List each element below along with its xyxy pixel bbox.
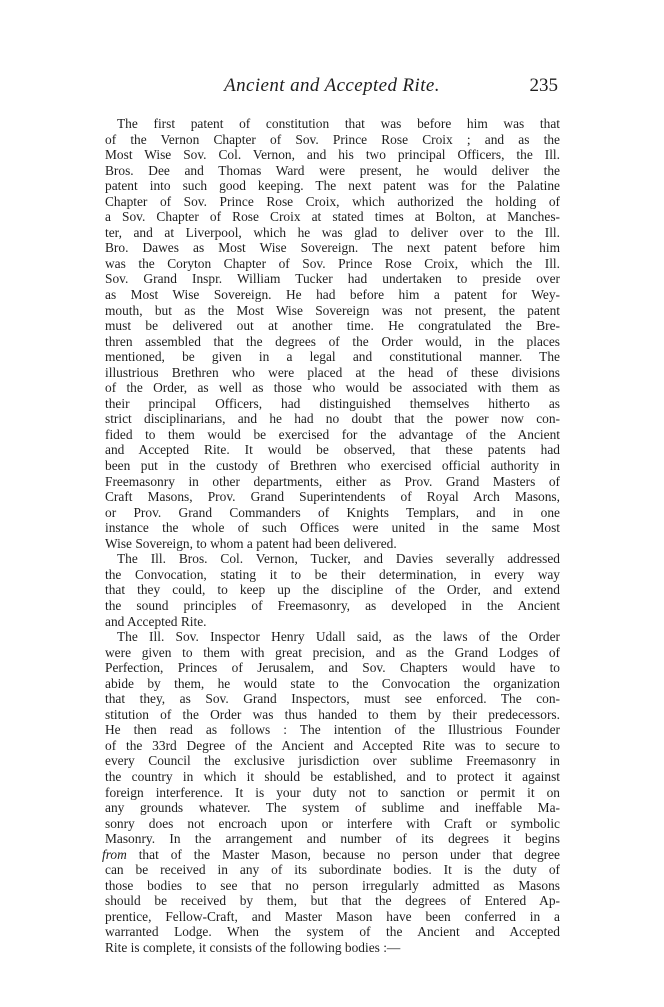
text-line: The first patent of constitution that was before him was that xyxy=(117,116,560,131)
text-line: The Ill. Sov. Inspector Henry Udall said, as the laws of the Order xyxy=(117,629,560,645)
text-line: from that of the Master Mason, because no person under that degree xyxy=(102,846,560,862)
text-line: Masonry. In the arrangement and number of its degrees it begins xyxy=(105,831,560,847)
text-line: prentice, Fellow-Craft, and Master Mason have been conferred in a xyxy=(105,908,560,924)
text-line: the Convocation, stating it to be their determination, in every way xyxy=(105,566,560,582)
text-line: every Council the exclusive jurisdiction over sublime Freemasonry in xyxy=(105,753,560,769)
text-line: or Prov. Grand Commanders of Knights Templars, and in one xyxy=(105,504,560,520)
text-line: stitution of the Order was thus handed to them by their predecessors. xyxy=(105,706,560,722)
text-line: of the 33rd Degree of the Ancient and Accepted Rite was to secure to xyxy=(105,737,560,753)
text-line: as Most Wise Sovereign. He had before him a patent for Wey- xyxy=(105,287,560,303)
text-line: strict disciplinarians, and he had no doubt that the power now con- xyxy=(105,411,560,427)
text-line: and Accepted Rite. It would be observed, that these patents had xyxy=(105,442,560,458)
text-line: a Sov. Chapter of Rose Croix at stated times at Bolton, at Manches- xyxy=(105,209,560,225)
text-line: any grounds whatever. The system of sublime and ineffable Ma- xyxy=(105,800,560,816)
text-line: been put in the custody of Brethren who exercised official authority in xyxy=(105,458,560,474)
text-line: those bodies to see that no person irregularly admitted as Masons xyxy=(105,877,560,893)
paragraph-convocation-address xyxy=(105,551,560,629)
text-line: warranted Lodge. When the system of the Ancient and Accepted xyxy=(105,924,560,940)
text-line: mouth, but as the Most Wise Sovereign was not present, the patent xyxy=(105,302,560,318)
text-line: their principal Officers, had distinguished themselves hitherto as xyxy=(105,395,560,411)
text-line: the sound principles of Freemasonry, as developed in the Ancient xyxy=(105,597,560,613)
text-line: He then read as follows : The intention of the Illustrious Founder xyxy=(105,722,560,738)
text-line: foreign interference. It is your duty not to sanction or permit it on xyxy=(105,784,560,800)
page-header xyxy=(106,75,558,101)
page-number: 235 xyxy=(529,75,558,96)
text-line: and Accepted Rite. xyxy=(105,613,207,629)
text-line: fided to them would be exercised for the advantage of the Ancient xyxy=(105,426,560,442)
text-line: Chapter of Sov. Prince Rose Croix, which authorized the holding of xyxy=(105,193,560,209)
text-line: sonry does not encroach upon or interfere with Craft or symbolic xyxy=(105,815,560,831)
text-line: Sov. Grand Inspr. William Tucker had undertaken to preside over xyxy=(105,271,560,287)
text-line: patent into such good keeping. The next patent was for the Palatine xyxy=(105,178,560,194)
text-line: Wise Sovereign, to whom a patent had been delivered. xyxy=(105,535,397,551)
paragraph-udall-speech xyxy=(102,629,560,955)
text-line: Rite is complete, it consists of the following bodies :— xyxy=(105,939,401,955)
text-line: Freemasonry in other departments, either as Prov. Grand Masters of xyxy=(105,473,560,489)
body-text xyxy=(102,116,560,956)
text-line: must be delivered out at another time. He congratulated the Bre- xyxy=(105,318,560,334)
text-line: the country in which it should be established, and to protect it against xyxy=(105,768,560,784)
text-line: Bro. Dawes as Most Wise Sovereign. The next patent before him xyxy=(105,240,560,256)
text-line: was the Coryton Chapter of Sov. Prince Rose Croix, which the Ill. xyxy=(105,255,560,271)
paragraph-patents xyxy=(105,116,560,551)
text-line: mentioned, be given in a legal and constitutional manner. The xyxy=(105,349,560,365)
text-line: of the Order, as well as those who would be associated with them as xyxy=(105,380,560,396)
text-line: Perfection, Princes of Jerusalem, and Sov. Chapters would have to xyxy=(105,660,560,676)
text-line: can be received in any of its subordinate bodies. It is the duty of xyxy=(105,862,560,878)
text-line: that they could, to keep up the discipline of the Order, and extend xyxy=(105,582,560,598)
text-line: Bros. Dee and Thomas Ward were present, he would deliver the xyxy=(105,162,560,178)
text-line: instance the whole of such Offices were united in the same Most xyxy=(105,520,560,536)
text-line: ter, and at Liverpool, which he was glad to deliver over to the Ill. xyxy=(105,224,560,240)
text-line: illustrious Brethren who were placed at the head of these divisions xyxy=(105,364,560,380)
text-line: Most Wise Sov. Col. Vernon, and his two principal Officers, the Ill. xyxy=(105,147,560,163)
text-line: should be received by them, but that the degrees of Entered Ap- xyxy=(105,893,560,909)
text-line: The Ill. Bros. Col. Vernon, Tucker, and Davies severally addressed xyxy=(117,551,560,567)
text-line: abide by them, he would state to the Convocation the organization xyxy=(105,675,560,691)
text-line: Craft Masons, Prov. Grand Superintendents of Royal Arch Masons, xyxy=(105,489,560,505)
text-line: that they, as Sov. Grand Inspectors, must see enforced. The con- xyxy=(105,691,560,707)
text-line: thren assembled that the degrees of the Order would, in the places xyxy=(105,333,560,349)
text-line: were given to them with great precision, and as the Grand Lodges of xyxy=(105,644,560,660)
running-title: Ancient and Accepted Rite. xyxy=(224,75,440,96)
text-line: of the Vernon Chapter of Sov. Prince Rose Croix ; and as the xyxy=(105,131,560,147)
